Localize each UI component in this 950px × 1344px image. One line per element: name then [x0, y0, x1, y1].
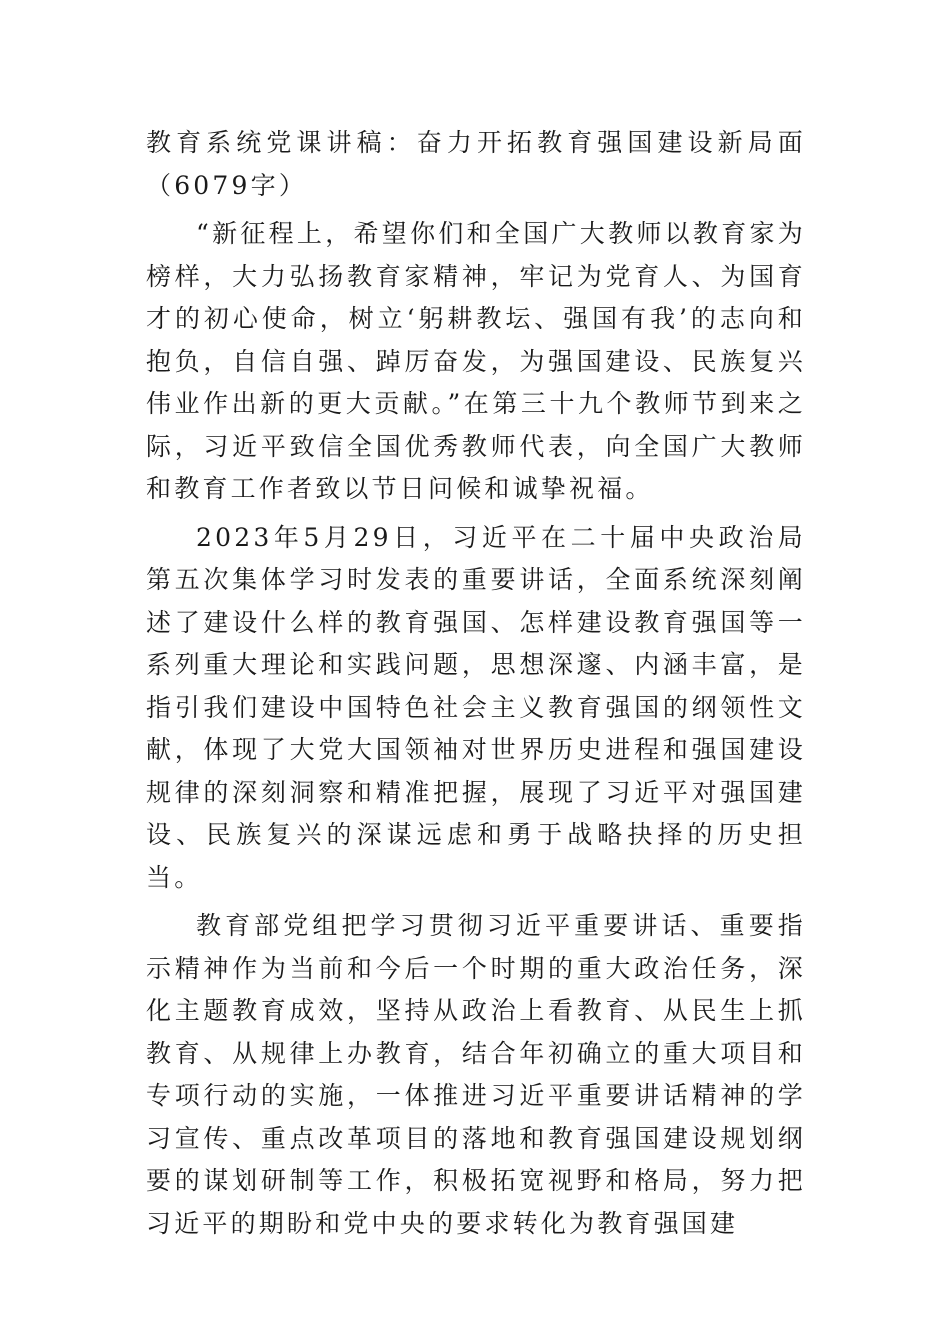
paragraph-3: 教育部党组把学习贯彻习近平重要讲话、重要指示精神作为当前和今后一个时期的重大政治任务，深化主题教育成效，坚持从政治上看教育、从民生上抓教育、从规律上办教育，结合年初确立的重大项目和专项行动的实施，一体推进习近平重要讲话精神的学习宣传、重点改革项目的落地和教育强国建设规划纲要的谋划研制等工作，积极拓宽视野和格局，努力把习近平的期盼和党中央的要求转化为教育强国建: [146, 911, 806, 1238]
document-title: 教育系统党课讲稿：奋力开拓教育强国建设新局面（6079字）: [146, 128, 806, 200]
paragraph-1: “新征程上，希望你们和全国广大教师以教育家为榜样，大力弘扬教育家精神，牢记为党育人、为国育才的初心使命，树立‘躬耕教坛、强国有我’的志向和抱负，自信自强、踔厉奋发，为强国建设、民族复兴伟业作出新的更大贡献。”在第三十九个教师节到来之际，习近平致信全国优秀教师代表，向全国广大教师和教育工作者致以节日问候和诚挚祝福。: [146, 219, 806, 503]
document-body: [146, 122, 806, 1251]
paragraph-2: 2023年5月29日，习近平在二十届中央政治局第五次集体学习时发表的重要讲话，全面系统深刻阐述了建设什么样的教育强国、怎样建设教育强国等一系列重大理论和实践问题，思想深邃、内涵丰富，是指引我们建设中国特色社会主义教育强国的纲领性文献，体现了大党大国领袖对世界历史进程和强国建设规律的深刻洞察和精准把握，展现了习近平对强国建设、民族复兴的深谋远虑和勇于战略抉择的历史担当。: [146, 522, 806, 892]
